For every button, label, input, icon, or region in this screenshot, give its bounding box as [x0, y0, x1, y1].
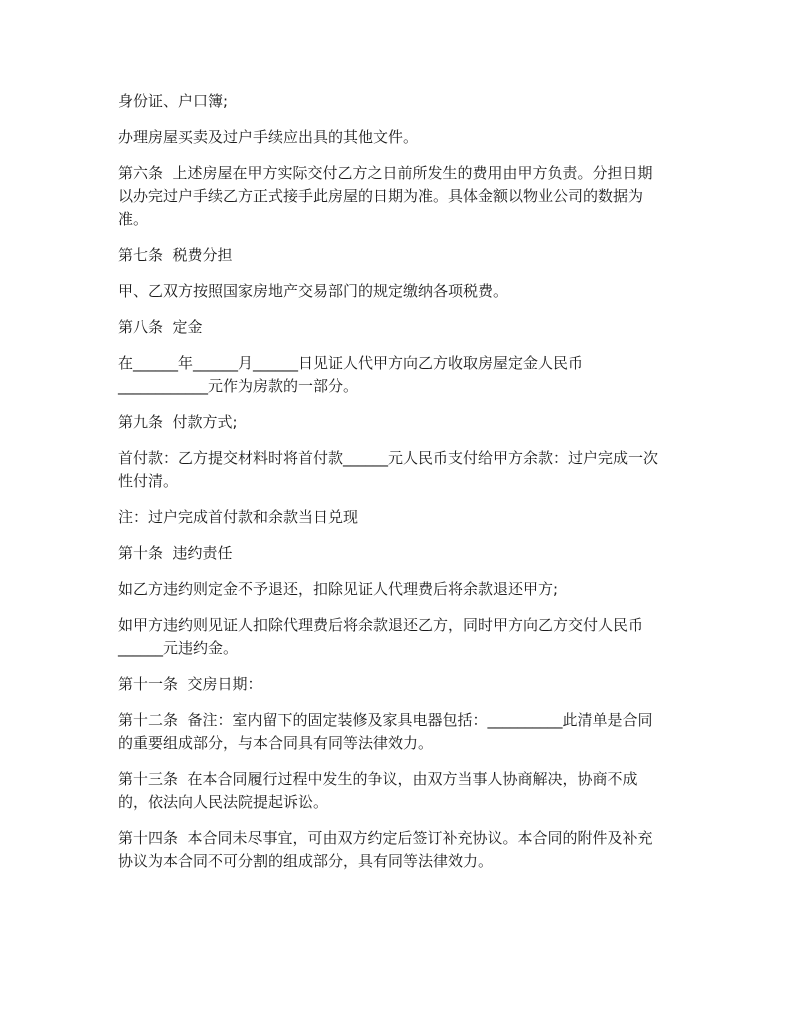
article-8-body	[118, 352, 678, 398]
article-7-body	[118, 280, 678, 303]
text-line: 准。	[118, 210, 149, 228]
text-line: 如乙方违约则定金不予退还，扣除见证人代理费后将余款退还甲方;	[118, 580, 559, 598]
text-line: 甲、乙双方按照国家房地产交易部门的规定缴纳各项税费。	[118, 282, 509, 300]
paragraph-id-documents	[118, 90, 678, 113]
article-6	[118, 162, 678, 231]
article-7-heading	[118, 244, 678, 267]
text-line: 以办完过户手续乙方正式接手此房屋的日期为准。具体金额以物业公司的数据为	[118, 187, 644, 205]
text-line: 的，依法向人民法院提起诉讼。	[118, 793, 329, 811]
text-line: 注：过户完成首付款和余款当日兑现	[118, 508, 359, 526]
document-body	[118, 90, 678, 886]
payment-note	[118, 506, 678, 529]
article-8-heading	[118, 316, 678, 339]
text-line: 身份证、户口簿;	[118, 92, 229, 110]
text-line: ______元违约金。	[118, 639, 239, 657]
text-line: 第九条 付款方式;	[118, 413, 238, 431]
text-line: 第十三条 在本合同履行过程中发生的争议，由双方当事人协商解决，协商不成	[118, 770, 638, 788]
article-9-body	[118, 447, 678, 493]
text-line: 第十条 违约责任	[118, 544, 233, 562]
article-12	[118, 709, 678, 755]
text-line: 第八条 定金	[118, 318, 203, 336]
text-line: 第六条 上述房屋在甲方实际交付乙方之日前所发生的费用由甲方负责。分担日期	[118, 164, 653, 182]
text-line: 在______年______月______日见证人代甲方向乙方收取房屋定金人民币	[118, 354, 584, 372]
text-line: 的重要组成部分，与本合同具有同等法律效力。	[118, 734, 434, 752]
article-10-party-a	[118, 614, 678, 660]
text-line: ____________元作为房款的一部分。	[118, 377, 359, 395]
paragraph-other-documents	[118, 126, 678, 149]
text-line: 第十二条 备注：室内留下的固定装修及家具电器包括：__________此清单是合同	[118, 711, 653, 729]
text-line: 第十一条 交房日期：	[118, 675, 263, 693]
text-line: 性付清。	[118, 472, 179, 490]
text-line: 办理房屋买卖及过户手续应出具的其他文件。	[118, 128, 419, 146]
text-line: 第七条 税费分担	[118, 246, 233, 264]
article-11	[118, 673, 678, 696]
text-line: 协议为本合同不可分割的组成部分，具有同等法律效力。	[118, 852, 494, 870]
article-9-heading	[118, 411, 678, 434]
article-10-party-b	[118, 578, 678, 601]
article-14	[118, 827, 678, 873]
text-line: 首付款：乙方提交材料时将首付款______元人民币支付给甲方余款：过户完成一次	[118, 449, 659, 467]
text-line: 如甲方违约则见证人扣除代理费后将余款退还乙方，同时甲方向乙方交付人民币	[118, 616, 644, 634]
text-line: 第十四条 本合同未尽事宜，可由双方约定后签订补充协议。本合同的附件及补充	[118, 829, 653, 847]
article-10-heading	[118, 542, 678, 565]
article-13	[118, 768, 678, 814]
